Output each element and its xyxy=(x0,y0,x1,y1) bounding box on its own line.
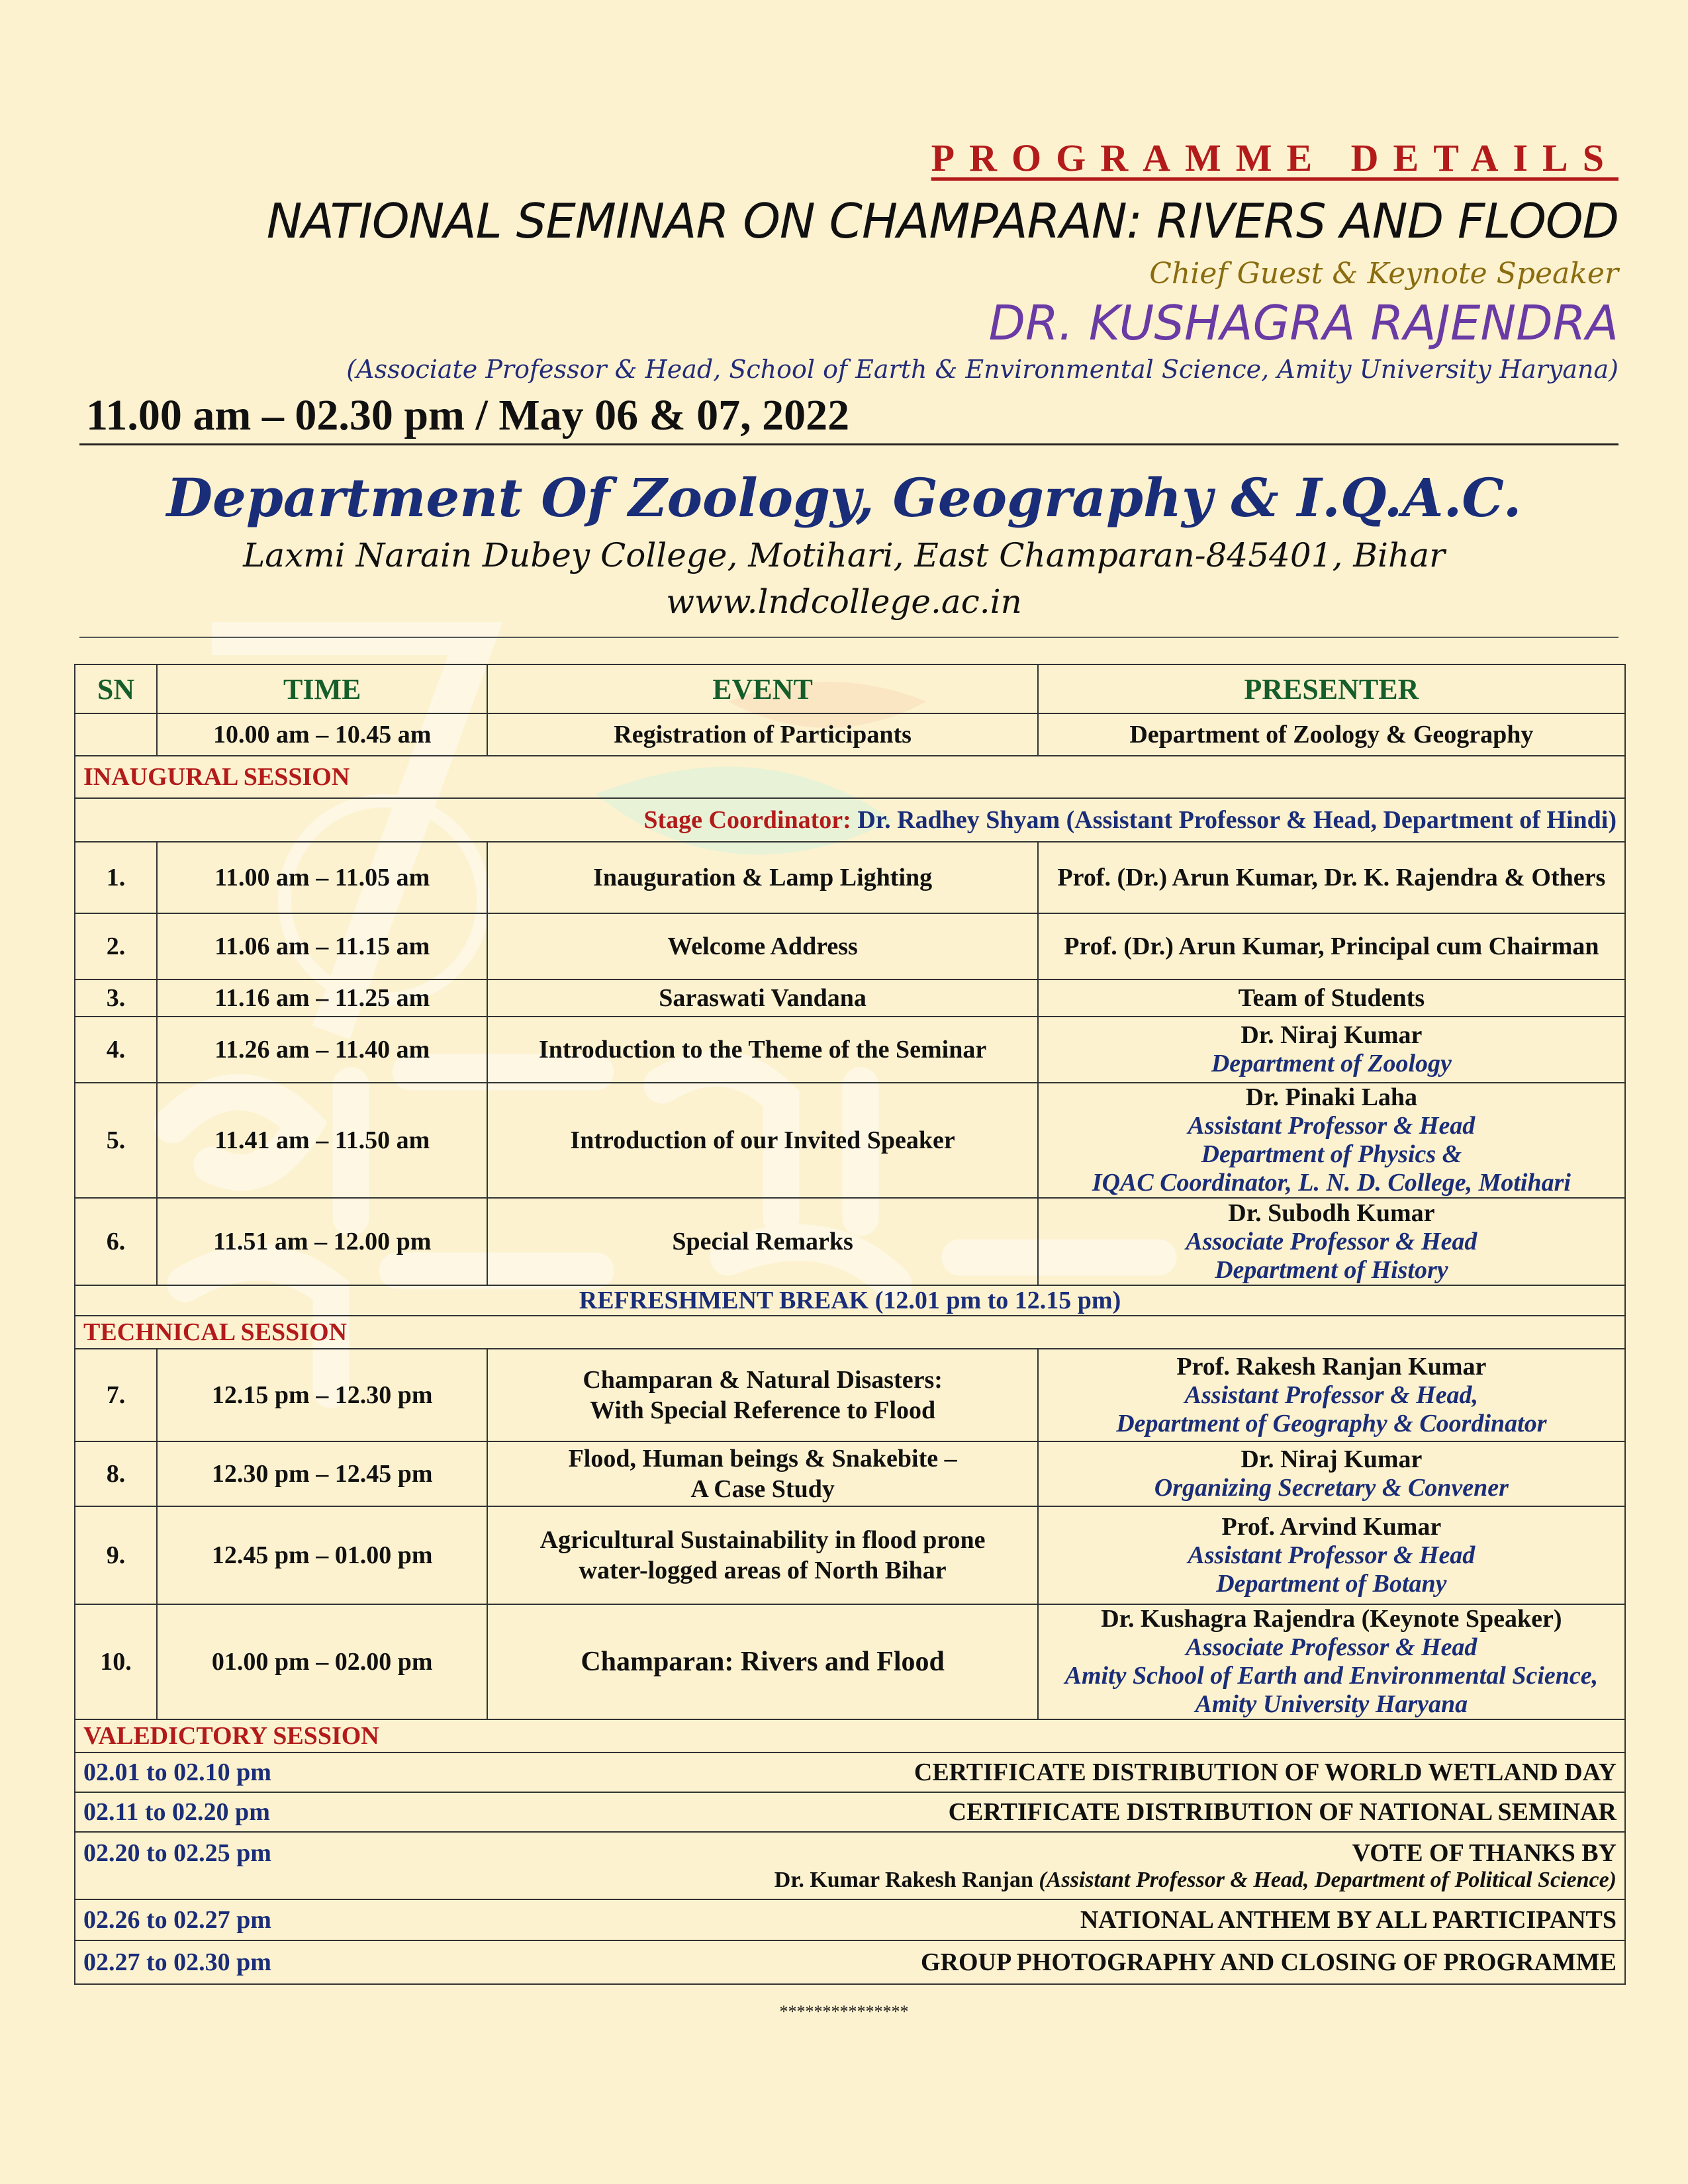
department-name: Department Of Zoology, Geography & I.Q.A.C. xyxy=(166,467,1522,529)
break-row xyxy=(75,1285,1625,1316)
event-line: water-logged areas of North Bihar xyxy=(579,1557,947,1584)
presenter-name: Dr. Niraj Kumar xyxy=(1241,1021,1423,1049)
programme-details-heading: PROGRAMME DETAILS xyxy=(931,136,1618,179)
sn-cell: 8. xyxy=(75,1441,157,1506)
presenter-name: Dr. Niraj Kumar xyxy=(1241,1445,1423,1473)
valedictory-cell xyxy=(75,1752,1625,1792)
event-line: A Case Study xyxy=(690,1475,835,1503)
event-line: With Special Reference to Flood xyxy=(590,1396,936,1424)
column-header-event: EVENT xyxy=(487,664,1037,713)
presenter-detail: Associate Professor & Head xyxy=(1186,1227,1477,1255)
event-cell xyxy=(487,1604,1037,1719)
event-cell: Introduction of our Invited Speaker xyxy=(487,1083,1037,1198)
valedictory-event: CERTIFICATE DISTRIBUTION OF WORLD WETLAND DAY xyxy=(914,1758,1617,1786)
valedictory-row xyxy=(75,1752,1625,1792)
time-cell: 12.30 pm – 12.45 pm xyxy=(157,1441,488,1506)
time-cell: 11.51 am – 12.00 pm xyxy=(157,1198,488,1285)
valedictory-event-block xyxy=(949,1797,1617,1827)
presenter-name: Prof. (Dr.) Arun Kumar, Principal cum Chairman xyxy=(1064,932,1599,960)
event-cell xyxy=(487,1441,1037,1506)
presenter-cell xyxy=(1038,842,1625,913)
presenter-cell xyxy=(1038,1198,1625,1285)
college-address: Laxmi Narain Dubey College, Motihari, East Champaran-845401, Bihar xyxy=(243,536,1445,574)
time-cell: 11.06 am – 11.15 am xyxy=(157,913,488,979)
sn-cell: 2. xyxy=(75,913,157,979)
presenter-cell xyxy=(1038,913,1625,979)
time-cell: 11.00 am – 11.05 am xyxy=(157,842,488,913)
event-line: Flood, Human beings & Snakebite – xyxy=(568,1445,957,1473)
valedictory-row xyxy=(75,1832,1625,1899)
chief-guest-name: DR. KUSHAGRA RAJENDRA xyxy=(988,295,1618,351)
presenter-detail: Assistant Professor & Head xyxy=(1188,1112,1476,1140)
table-header-row xyxy=(75,664,1625,713)
vote-of-thanks-detail: (Assistant Professor & Head, Department of Political Science) xyxy=(1039,1868,1617,1892)
time-cell: 10.00 am – 10.45 am xyxy=(157,713,488,756)
event-line: Champaran & Natural Disasters: xyxy=(583,1366,943,1394)
chief-guest-affiliation: (Associate Professor & Head, School of Earth & Environmental Science, Amity University Haryana) xyxy=(346,355,1618,384)
sn-cell: 10. xyxy=(75,1604,157,1719)
break-label: REFRESHMENT BREAK (12.01 pm to 12.15 pm) xyxy=(75,1285,1625,1316)
event-cell: Saraswati Vandana xyxy=(487,979,1037,1017)
presenter-detail: Amity School of Earth and Environmental Science, xyxy=(1064,1662,1599,1690)
valedictory-cell xyxy=(75,1832,1625,1899)
college-website: www.lndcollege.ac.in xyxy=(666,582,1022,621)
presenter-detail: IQAC Coordinator, L. N. D. College, Motihari xyxy=(1092,1169,1571,1197)
sn-cell: 4. xyxy=(75,1017,157,1083)
valedictory-time: 02.01 to 02.10 pm xyxy=(83,1758,271,1786)
valedictory-event: NATIONAL ANTHEM BY ALL PARTICIPANTS xyxy=(1080,1906,1617,1934)
event-cell xyxy=(487,1349,1037,1441)
time-cell: 11.41 am – 11.50 am xyxy=(157,1083,488,1198)
presenter-detail: Department of Geography & Coordinator xyxy=(1116,1409,1547,1437)
column-header-time: TIME xyxy=(157,664,488,713)
valedictory-event-block xyxy=(914,1758,1617,1787)
sn-cell xyxy=(75,713,157,756)
presenter-cell: Department of Zoology & Geography xyxy=(1038,713,1625,756)
end-stars: *************** xyxy=(779,2002,909,2021)
time-cell: 12.15 pm – 12.30 pm xyxy=(157,1349,488,1441)
divider xyxy=(79,637,1618,638)
presenter-name: Team of Students xyxy=(1238,983,1425,1012)
presenter-detail: Department of History xyxy=(1215,1255,1448,1284)
event-line: Champaran: Rivers and Flood xyxy=(581,1647,945,1677)
presenter-name: Prof. Arvind Kumar xyxy=(1221,1512,1442,1541)
presenter-cell xyxy=(1038,1083,1625,1198)
valedictory-row xyxy=(75,1792,1625,1832)
presenter-detail: Assistant Professor & Head xyxy=(1188,1541,1476,1569)
valedictory-event-block xyxy=(774,1839,1617,1893)
stage-coordinator-cell xyxy=(75,798,1625,842)
presenter-detail: Amity University Haryana xyxy=(1195,1690,1468,1718)
time-cell: 01.00 pm – 02.00 pm xyxy=(157,1604,488,1719)
sn-cell: 3. xyxy=(75,979,157,1017)
valedictory-event-block xyxy=(921,1948,1617,1977)
valedictory-time: 02.20 to 02.25 pm xyxy=(83,1839,271,1867)
presenter-detail: Associate Professor & Head xyxy=(1186,1633,1477,1661)
table-row xyxy=(75,1506,1625,1604)
presenter-detail: Department of Physics & xyxy=(1201,1140,1462,1168)
inaugural-rows xyxy=(75,842,1625,1285)
vote-of-thanks-name: Dr. Kumar Rakesh Ranjan xyxy=(774,1868,1039,1892)
valedictory-event: VOTE OF THANKS BY xyxy=(1352,1839,1617,1867)
sn-cell: 1. xyxy=(75,842,157,913)
presenter-detail: Department of Zoology xyxy=(1211,1050,1452,1077)
event-cell: Welcome Address xyxy=(487,913,1037,979)
valedictory-row xyxy=(75,1940,1625,1984)
valedictory-cell xyxy=(75,1940,1625,1984)
presenter-name: Prof. (Dr.) Arun Kumar, Dr. K. Rajendra & Others xyxy=(1057,863,1606,891)
seminar-title: NATIONAL SEMINAR ON CHAMPARAN: RIVERS AND FLOOD xyxy=(266,193,1618,249)
valedictory-event-block xyxy=(1080,1905,1617,1934)
divider xyxy=(79,443,1618,445)
column-header-presenter: PRESENTER xyxy=(1038,664,1625,713)
sn-cell: 5. xyxy=(75,1083,157,1198)
presenter-cell xyxy=(1038,1441,1625,1506)
event-datetime: 11.00 am – 02.30 pm / May 06 & 07, 2022 xyxy=(86,391,850,439)
event-cell: Introduction to the Theme of the Seminar xyxy=(487,1017,1037,1083)
column-header-sn: SN xyxy=(75,664,157,713)
time-cell: 11.16 am – 11.25 am xyxy=(157,979,488,1017)
sn-cell: 7. xyxy=(75,1349,157,1441)
table-row xyxy=(75,1604,1625,1719)
table-row xyxy=(75,979,1625,1017)
technical-rows xyxy=(75,1349,1625,1719)
technical-session-row xyxy=(75,1316,1625,1349)
stage-coordinator-value: Dr. Radhey Shyam (Assistant Professor & Head, Department of Hindi) xyxy=(857,806,1617,834)
presenter-cell xyxy=(1038,979,1625,1017)
time-cell: 12.45 pm – 01.00 pm xyxy=(157,1506,488,1604)
presenter-cell xyxy=(1038,1604,1625,1719)
presenter-name: Dr. Kushagra Rajendra (Keynote Speaker) xyxy=(1101,1605,1562,1633)
session-label: VALEDICTORY SESSION xyxy=(75,1719,1625,1752)
valedictory-time: 02.11 to 02.20 pm xyxy=(83,1798,270,1826)
presenter-detail: Organizing Secretary & Convener xyxy=(1154,1474,1509,1502)
presenter-detail: Assistant Professor & Head, xyxy=(1184,1381,1479,1409)
table-row xyxy=(75,913,1625,979)
event-cell: Inauguration & Lamp Lighting xyxy=(487,842,1037,913)
valedictory-row xyxy=(75,1899,1625,1940)
presenter-cell xyxy=(1038,1506,1625,1604)
valedictory-sub xyxy=(774,1868,1617,1893)
presenter-cell xyxy=(1038,1349,1625,1441)
valedictory-cell xyxy=(75,1792,1625,1832)
valedictory-session-row xyxy=(75,1719,1625,1752)
presenter-name: Dr. Pinaki Laha xyxy=(1245,1083,1418,1111)
table-row xyxy=(75,842,1625,913)
table-row xyxy=(75,1198,1625,1285)
sn-cell: 9. xyxy=(75,1506,157,1604)
presenter-detail: Department of Botany xyxy=(1216,1569,1447,1598)
event-cell xyxy=(487,1506,1037,1604)
programme-schedule-table xyxy=(74,664,1626,1985)
valedictory-rows xyxy=(75,1752,1625,1984)
table-row xyxy=(75,1017,1625,1083)
valedictory-event: CERTIFICATE DISTRIBUTION OF NATIONAL SEMINAR xyxy=(948,1798,1617,1826)
chief-guest-label: Chief Guest & Keynote Speaker xyxy=(1149,257,1618,291)
table-row xyxy=(75,1083,1625,1198)
event-cell: Special Remarks xyxy=(487,1198,1037,1285)
session-label: INAUGURAL SESSION xyxy=(75,756,1625,798)
valedictory-cell xyxy=(75,1899,1625,1940)
presenter-cell xyxy=(1038,1017,1625,1083)
stage-coordinator-label: Stage Coordinator: xyxy=(643,806,851,834)
sn-cell: 6. xyxy=(75,1198,157,1285)
inaugural-session-row xyxy=(75,756,1625,798)
event-line: Agricultural Sustainability in flood prone xyxy=(539,1526,986,1554)
valedictory-time: 02.27 to 02.30 pm xyxy=(83,1948,271,1976)
time-cell: 11.26 am – 11.40 am xyxy=(157,1017,488,1083)
presenter-name: Dr. Subodh Kumar xyxy=(1228,1199,1435,1227)
table-row xyxy=(75,1349,1625,1441)
presenter-name: Prof. Rakesh Ranjan Kumar xyxy=(1176,1352,1487,1381)
stage-coordinator-row xyxy=(75,798,1625,842)
event-cell: Registration of Participants xyxy=(487,713,1037,756)
table-row xyxy=(75,1441,1625,1506)
registration-row xyxy=(75,713,1625,756)
valedictory-time: 02.26 to 02.27 pm xyxy=(83,1906,271,1934)
session-label: TECHNICAL SESSION xyxy=(75,1316,1625,1349)
valedictory-event: GROUP PHOTOGRAPHY AND CLOSING OF PROGRAMME xyxy=(921,1948,1617,1976)
